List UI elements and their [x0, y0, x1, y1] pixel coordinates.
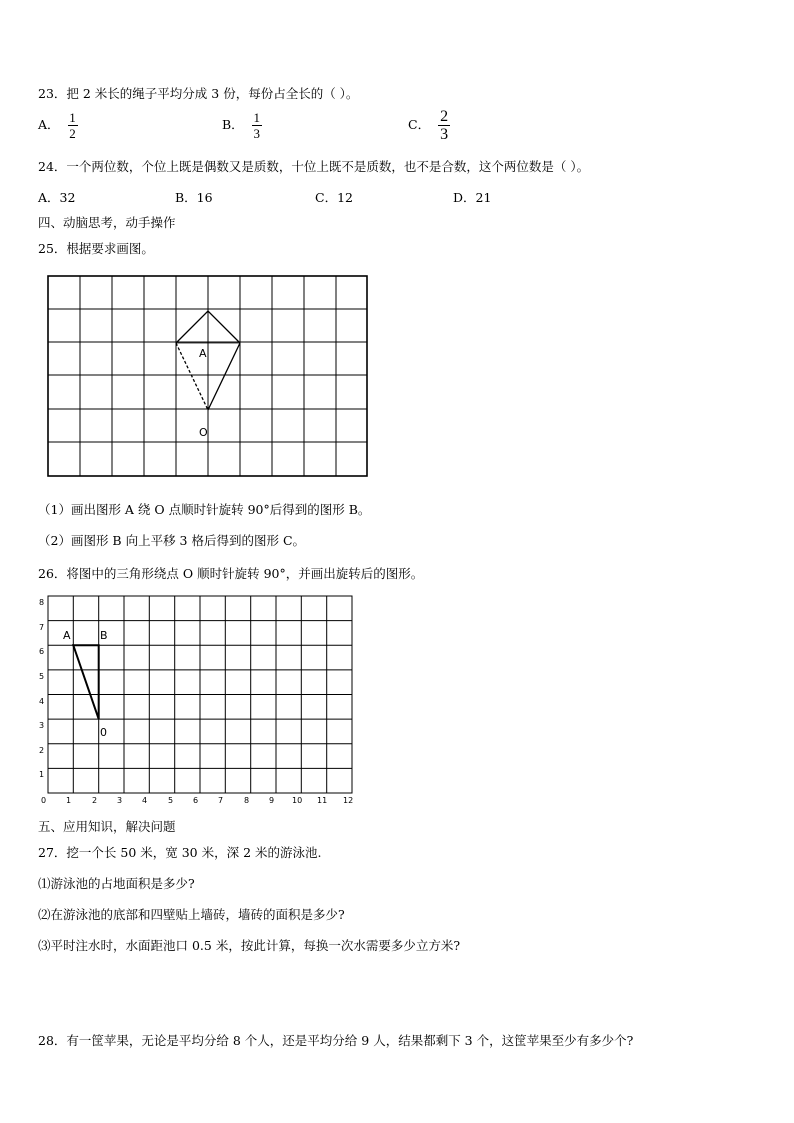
- y-tick: 1: [39, 770, 45, 779]
- section-4-heading: 四、动脑思考，动手操作: [38, 215, 176, 230]
- x-tick: 6: [193, 796, 199, 805]
- q26-grid: [48, 596, 352, 793]
- q27-sub3: ⑶平时注水时，水面距池口 0.5 米，按此计算，每换一次水需要多少立方米?: [38, 938, 461, 953]
- y-tick: 5: [39, 672, 45, 681]
- q27-sub1: ⑴游泳池的占地面积是多少?: [38, 876, 195, 891]
- option-label: C．: [408, 117, 431, 132]
- q26-coordinate-grid: [36, 592, 360, 806]
- y-tick: 3: [39, 721, 45, 730]
- q24-option-d[interactable]: D．21: [453, 190, 492, 205]
- triangle-abo: [73, 645, 98, 719]
- x-tick: 1: [66, 796, 72, 805]
- q23-option-a[interactable]: [38, 110, 78, 141]
- y-tick: 8: [39, 598, 45, 607]
- x-tick: 5: [168, 796, 174, 805]
- x-tick: 2: [92, 796, 98, 805]
- fraction: $\frac{1}{2}$: [69, 110, 76, 141]
- y-tick: 7: [39, 623, 45, 632]
- x-tick: 10: [292, 796, 303, 805]
- q25-sub1: （1）画出图形 A 绕 O 点顺时针旋转 90°后得到的图形 B。: [38, 502, 371, 517]
- q24-option-a[interactable]: A．32: [38, 190, 76, 205]
- vertex-a-label: A: [63, 629, 71, 642]
- q23-option-c[interactable]: [408, 108, 450, 143]
- y-tick: 6: [39, 647, 45, 656]
- q24-text: 24．一个两位数，个位上既是偶数又是质数，十位上既不是质数，也不是合数，这个两位数是（ ）。: [38, 159, 590, 174]
- q25-grid-figure: [44, 270, 370, 480]
- x-tick: 7: [218, 796, 224, 805]
- q25-grid: [48, 276, 367, 476]
- q23-option-b[interactable]: [222, 110, 262, 141]
- q26-text: 26．将图中的三角形绕点 O 顺时针旋转 90°，并画出旋转后的图形。: [38, 566, 424, 581]
- q23-text: 23．把 2 米长的绳子平均分成 3 份，每份占全长的（ ）。: [38, 86, 359, 101]
- x-tick: 11: [317, 796, 328, 805]
- q24-option-c[interactable]: C．12: [315, 190, 353, 205]
- vertex-b-label: B: [100, 629, 108, 642]
- y-tick: 2: [39, 746, 45, 755]
- x-axis-ticks: [41, 796, 353, 805]
- q27-sub2: ⑵在游泳池的底部和四壁贴上墙砖，墙砖的面积是多少?: [38, 907, 345, 922]
- x-tick: 8: [244, 796, 250, 805]
- y-tick: 4: [39, 697, 45, 706]
- option-label: A．: [38, 117, 60, 132]
- q25-text: 25．根据要求画图。: [38, 241, 154, 256]
- option-label: B．: [222, 117, 244, 132]
- y-axis-ticks: [39, 598, 44, 779]
- section-5-heading: 五、应用知识，解决问题: [38, 819, 176, 834]
- q27-text: 27．挖一个长 50 米，宽 30 米，深 2 米的游泳池.: [38, 845, 322, 860]
- x-tick: 0: [41, 796, 47, 805]
- x-tick: 3: [117, 796, 123, 805]
- x-tick: 9: [269, 796, 275, 805]
- fraction: $\frac{1}{3}$: [253, 110, 260, 141]
- q24-option-b[interactable]: B．16: [175, 190, 213, 205]
- fraction: $\frac{2}{3}$: [440, 108, 449, 143]
- point-a-label: A: [199, 347, 207, 360]
- q25-sub2: （2）画图形 B 向上平移 3 格后得到的图形 C。: [38, 533, 306, 548]
- x-tick: 12: [343, 796, 354, 805]
- q28-text: 28．有一筐苹果，无论是平均分给 8 个人，还是平均分给 9 人，结果都剩下 3 个，这筐苹果至少有多少个?: [38, 1033, 634, 1048]
- vertex-o-label: 0: [100, 726, 107, 739]
- point-o-label: O: [199, 426, 208, 439]
- x-tick: 4: [142, 796, 148, 805]
